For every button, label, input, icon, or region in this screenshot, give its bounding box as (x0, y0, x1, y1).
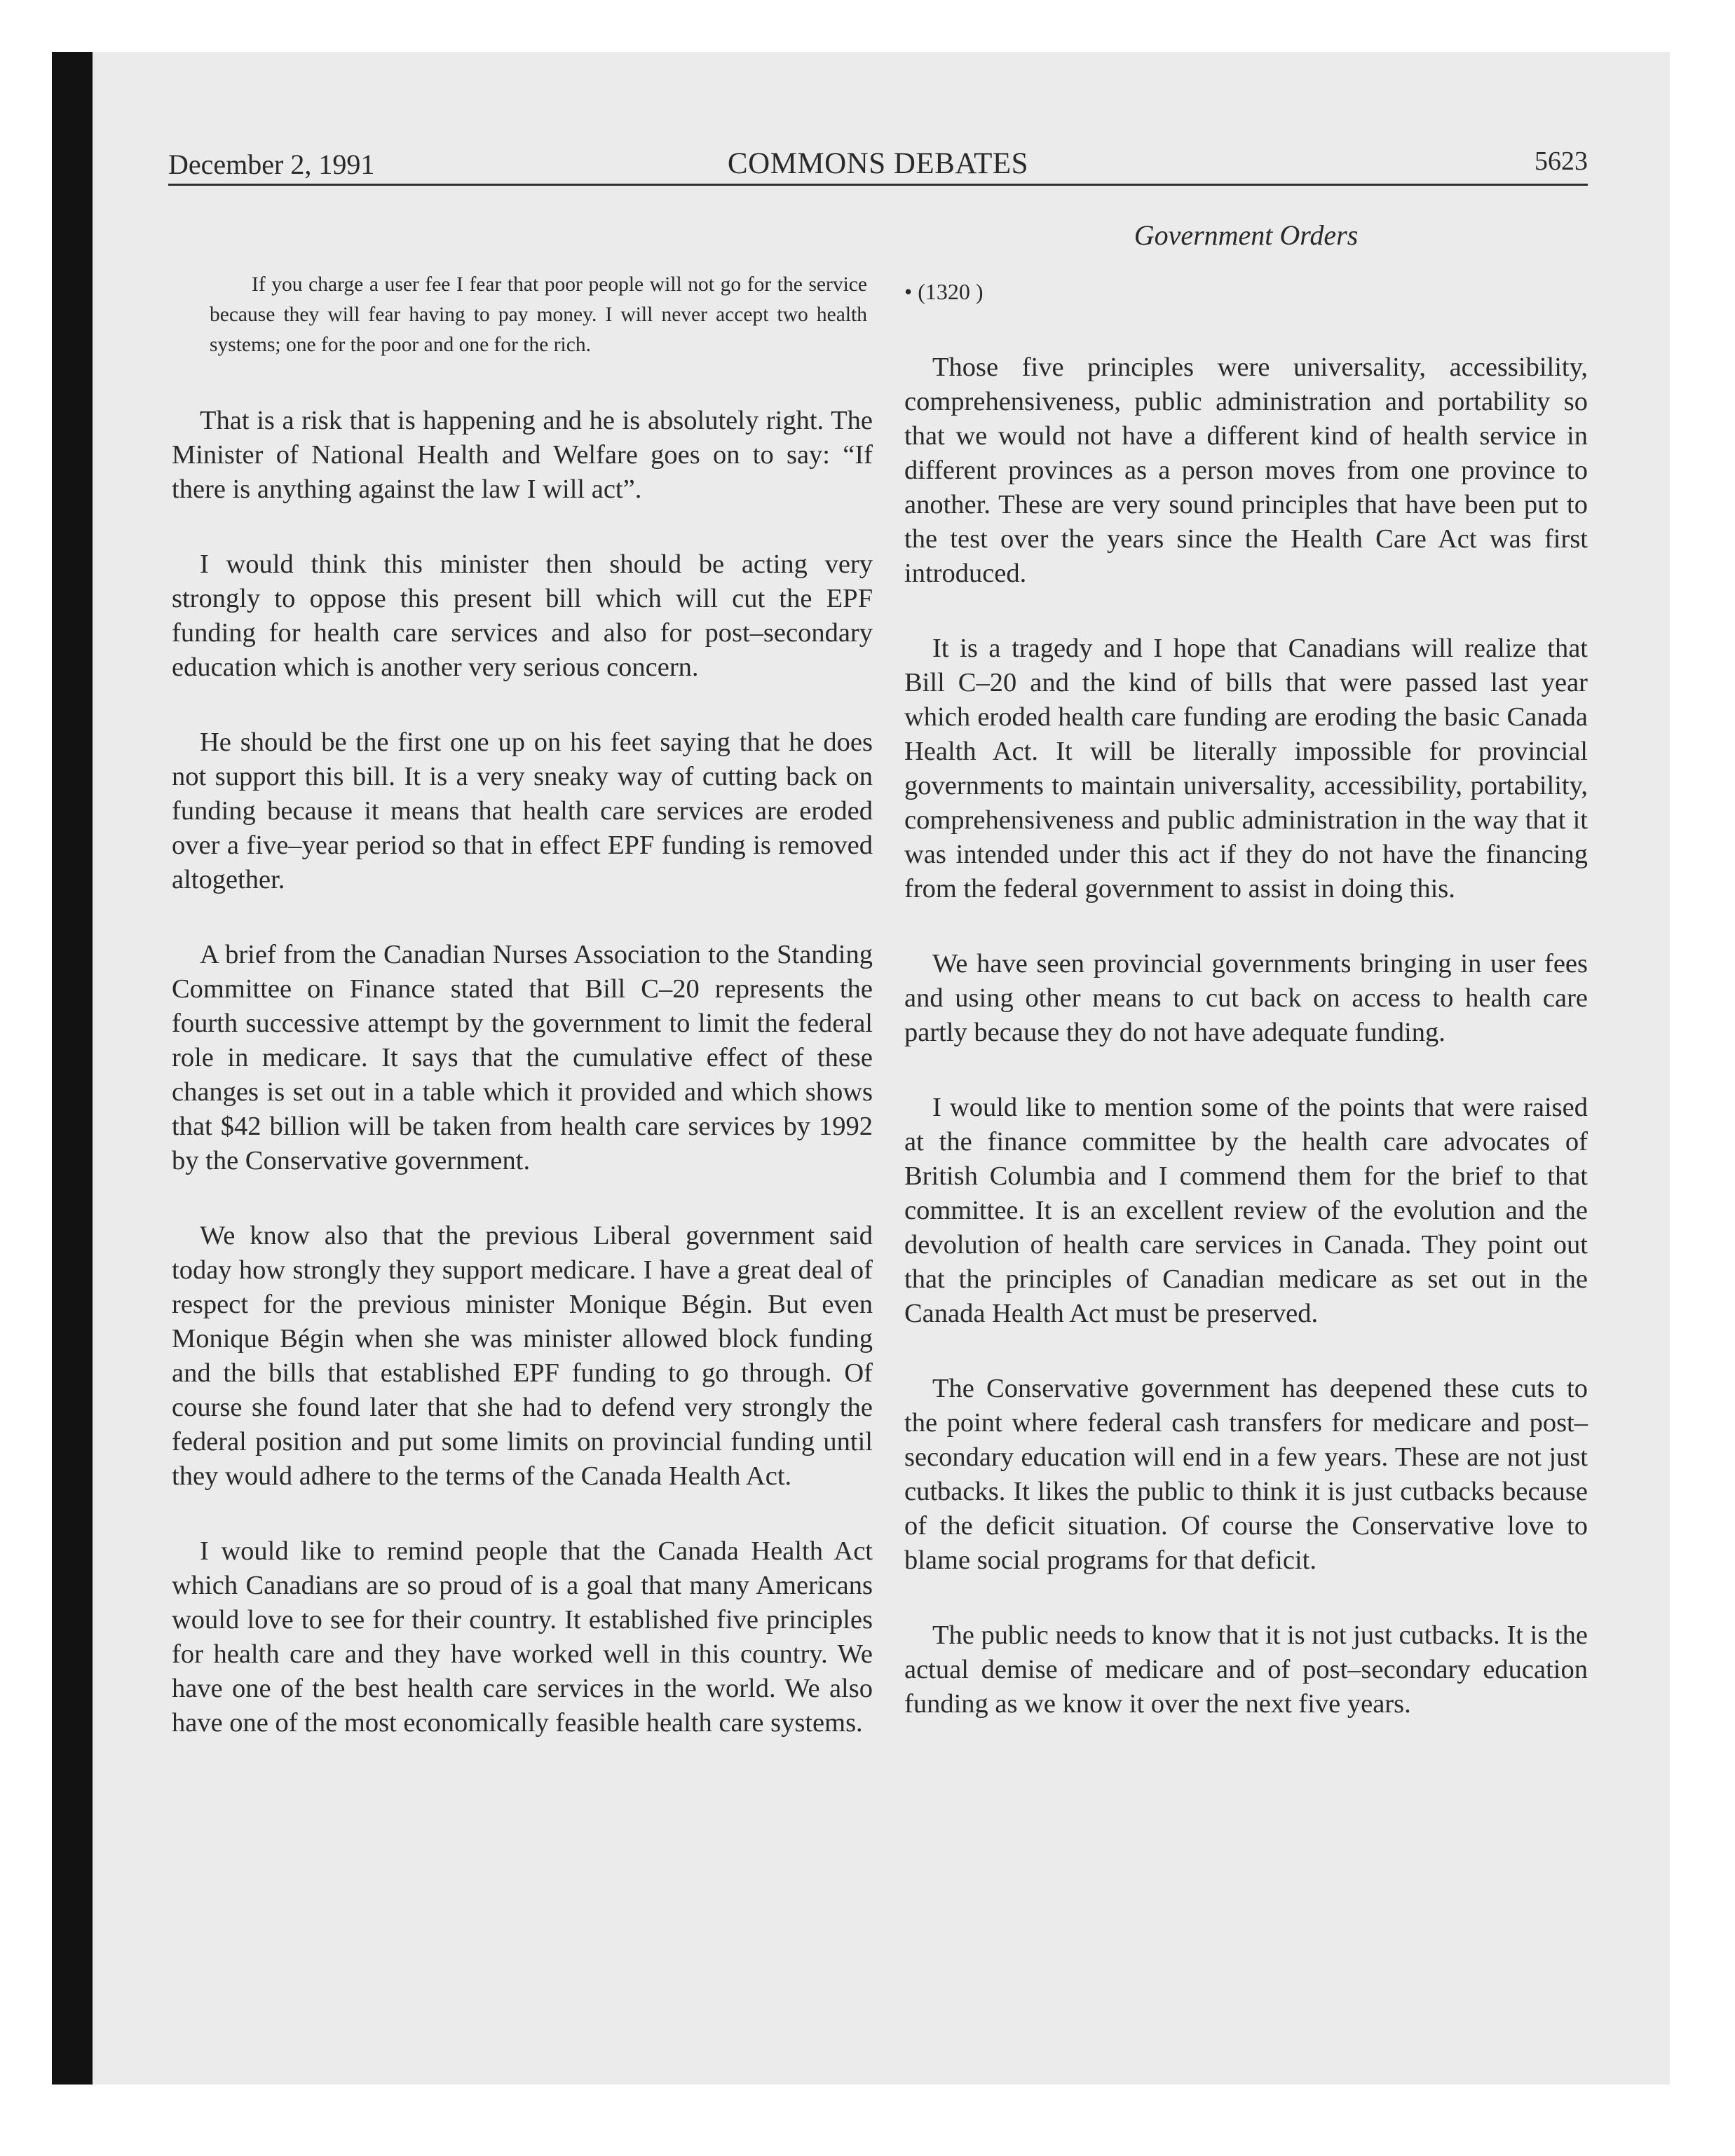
header-page-number: 5623 (1535, 146, 1588, 176)
paragraph: It is a tragedy and I hope that Canadians will realize that Bill C–20 and the kind of bills that were passed last year which eroded health care funding are eroding the basic Canada Health Act. It will be literally impossible for provincial governments to maintain universality, accessibility, portability, comprehensiveness and public administration in the way that it was intended under this act if they do not have the financing from the federal government to assist in doing this. (904, 634, 1588, 903)
page-header (168, 140, 1588, 182)
paragraph: We know also that the previous Liberal government said today how strongly they support medicare. I have a great deal of respect for the previous minister Monique Bégin. But even Monique Bégin when she was minister allowed block funding and the bills that established EPF funding to go through. Of course she found later that she had to defend very strongly the federal position and put some limits on provincial funding until they would adhere to the terms of the Canada Health Act. (172, 1221, 873, 1491)
paragraph: The public needs to know that it is not just cutbacks. It is the actual demise of medicare and of post–secondary education funding as we know it over the next five years. (904, 1621, 1588, 1719)
paragraph: I would think this minister then should be acting very strongly to oppose this present bill which will cut the EPF funding for health care services and also for post–secondary education which is another very serious concern. (172, 550, 873, 682)
paragraph: I would like to mention some of the points that were raised at the finance committee by the health care advocates of British Columbia and I commend them for the brief to that committee. It is an excellent review of the evolution and the devolution of health care services in Canada. They point out that the principles of Canadian medicare as set out in the Canada Health Act must be preserved. (904, 1093, 1588, 1328)
header-title: COMMONS DEBATES (727, 147, 1029, 180)
right-column (904, 266, 1588, 1721)
paragraph: That is a risk that is happening and he is absolutely right. The Minister of National Health and Welfare goes on to say: “If there is anything against the law I will act”. (172, 406, 873, 504)
section-heading: Government Orders (1134, 219, 1359, 251)
scan-edge-bar (52, 52, 93, 2085)
paragraph: A brief from the Canadian Nurses Association to the Standing Committee on Finance stated that Bill C–20 represents the fourth successive attempt by the government to limit the federal role in medicare. It says that the cumulative effect of these changes is set out in a table which it provided and which shows that $42 billion will be taken from health care services by 1992 by the Conservative government. (172, 940, 873, 1175)
header-rule (168, 184, 1588, 186)
header-date: December 2, 1991 (168, 149, 375, 180)
paragraph: We have seen provincial governments bringing in user fees and using other means to cut back on access to health care partly because they do not have adequate funding. (904, 949, 1588, 1047)
paragraph: Those five principles were universality, accessibility, comprehensiveness, public administration and portability so that we would not have a different kind of health service in different provinces as a person moves from one province to another. These are very sound principles that have been put to the test over the years since the Health Care Act was first introduced. (904, 353, 1588, 588)
block-quote: If you charge a user fee I fear that poor people will not go for the service because they will fear having to pay money. I will never accept two health systems; one for the poor and one for the rich. (210, 273, 867, 356)
paragraph: He should be the first one up on his feet saying that he does not support this bill. It is a very sneaky way of cutting back on funding because it means that health care services are eroded over a five–year period so that in effect EPF funding is removed altogether. (172, 728, 873, 894)
paragraph: The Conservative government has deepened these cuts to the point where federal cash transfers for medicare and post–secondary education will end in a few years. These are not just cutbacks. It likes the public to think it is just cutbacks because of the deficit situation. Of course the Conservative love to blame social programs for that deficit. (904, 1374, 1588, 1575)
left-column (172, 266, 873, 1740)
time-stamp: • (1320 ) (904, 279, 984, 304)
paragraph: I would like to remind people that the Canada Health Act which Canadians are so proud of is a goal that many Americans would love to see for their country. It established five principles for health care and they have worked well in this country. We have one of the best health care services in the world. We also have one of the most economically feasible health care systems. (172, 1536, 873, 1738)
